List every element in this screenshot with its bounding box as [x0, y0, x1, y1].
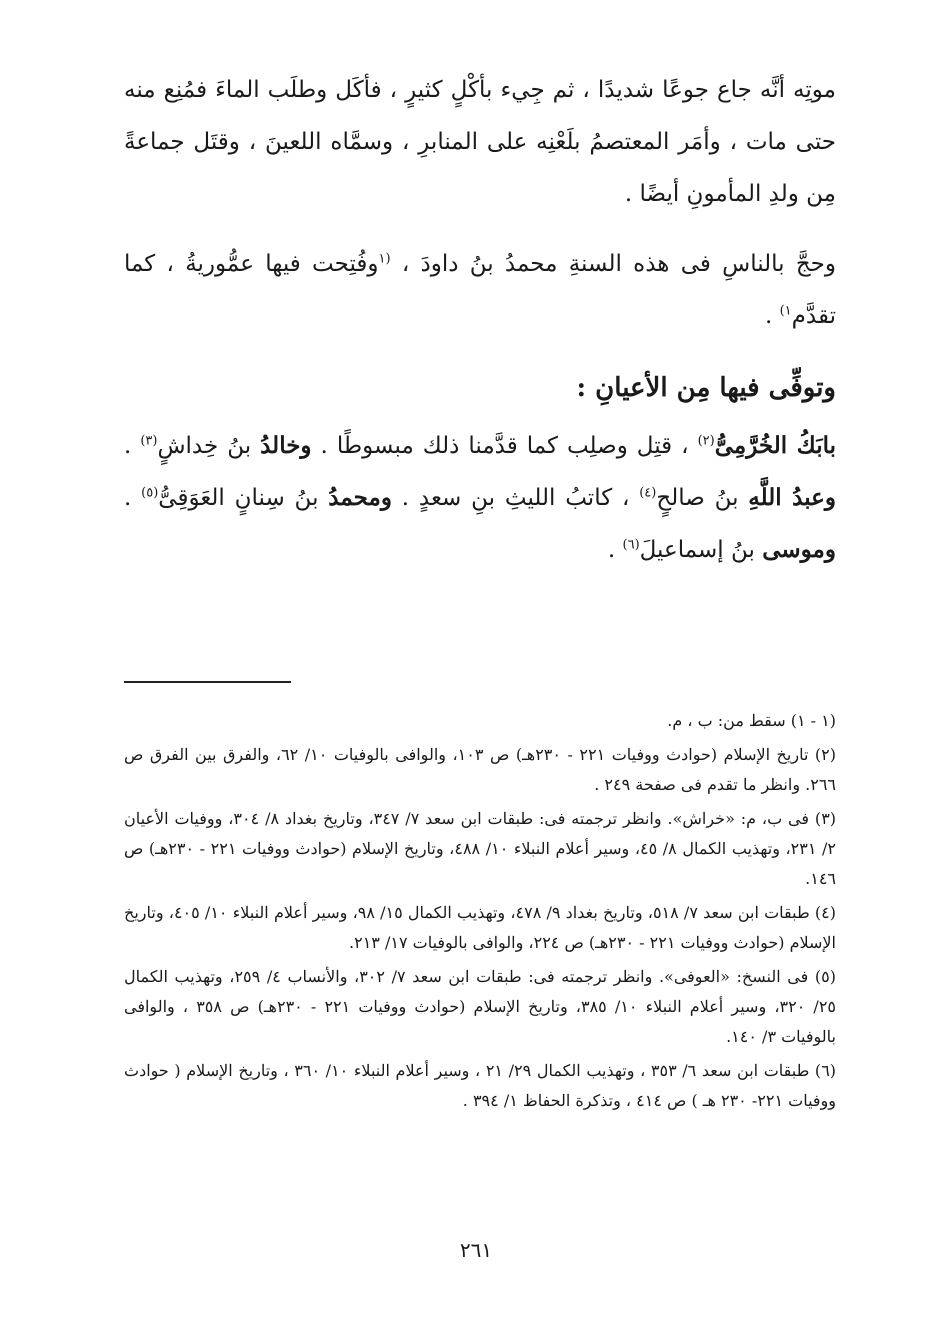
footnote-marker-1-start: (١ — [378, 251, 391, 267]
footnote-marker-6: (٦) — [622, 537, 640, 553]
footnote-marker-1-start-wrap — [379, 251, 391, 266]
section-heading: وتوفِّى فيها مِن الأعيانِ : — [576, 373, 836, 403]
text-muhammad: بنُ سِنانٍ العَوَقِىُّ — [158, 485, 329, 511]
paragraph-2 — [124, 238, 836, 342]
text-abdullah-end: ، كاتبُ الليثِ بنِ سعدٍ . — [391, 485, 640, 511]
footnote-marker-4: (٤) — [639, 485, 657, 501]
footnote-marker-2: (٢) — [697, 433, 715, 449]
text-musa: بنُ إسماعيلَ — [639, 537, 763, 563]
text-muhammad-end: . — [124, 485, 142, 511]
paragraph-1-text: موتِه أنَّه جاع جوعًا شديدًا ، ثم جِيء بأكْلٍ كثيرٍ ، فأكَل وطلَب الماءَ فمُنِع منه حتى مات ، وأمَر المعتصمُ بلَعْنِه على المنابرِ ، وسمَّاه اللعينَ ، وقتَل جماعةً مِن ولدِ المأمونِ أيضًا . — [124, 77, 836, 207]
footnotes — [124, 706, 836, 1120]
footnote-5: (٥) فى النسخ: «العوفى». وانظر ترجمته فى: طبقات ابن سعد ٧/ ٣٠٢، والأنساب ٤/ ٢٥٩، وتهذيب الكمال ٢٥/ ٣٢٠، وسير أعلام النبلاء ١٠/ ٣٨٥، وتاريخ الإسلام (حوادث ووفيات ٢٢١ - ٢٣٠هـ) ص ٣٥٨ ، والوافى بالوفيات ٣/ ١٤٠. — [124, 967, 836, 1046]
footnote-marker-5: (٥) — [141, 485, 159, 501]
paragraph-1 — [124, 64, 836, 220]
footnote-1: (١ - ١) سقط من: ب ، م. — [667, 711, 836, 730]
footnote-marker-1-end: ١) — [779, 303, 792, 319]
footnote-2: (٢) تاريخ الإسلام (حوادث ووفيات ٢٢١ - ٢٣٠هـ) ص ١٠٣، والوافى بالوفيات ١٠/ ٦٢، والفرق بين الفرق ص ٢٦٦. وانظر ما تقدم فى صفحة ٢٤٩ . — [124, 745, 836, 794]
text-khalid: بنُ خِداشٍ — [157, 433, 261, 459]
text-abdullah: بنُ صالحٍ — [656, 485, 749, 511]
name-abdullah: وعبدُ اللَّهِ — [748, 484, 836, 511]
text-musa-end: . — [607, 537, 623, 563]
footnote-3: (٣) فى ب، م: «خراش». وانظر ترجمته فى: طبقات ابن سعد ٧/ ٣٤٧، وتاريخ بغداد ٨/ ٣٠٤، ووفيات الأعيان ٢/ ٢٣١، وتهذيب الكمال ٨/ ٤٥، وسير أعلام النبلاء ١٠/ ٤٨٨، وتاريخ الإسلام (حوادث ووفيات ٢٢١ - ٢٣٠هـ) ص ١٤٦. — [124, 809, 837, 888]
name-musa: وموسى — [762, 536, 836, 563]
footnote-4: (٤) طبقات ابن سعد ٧/ ٥١٨، وتاريخ بغداد ٩/ ٤٧٨، وتهذيب الكمال ١٥/ ٩٨، وسير أعلام النبلاء ١٠/ ٤٠٥، وتاريخ الإسلام (حوادث ووفيات ٢٢١ - ٢٣٠هـ) ص ٢٢٤، والوافى بالوفيات ١٧/ ٢١٣. — [124, 903, 837, 952]
text-babak-end: . — [311, 433, 337, 459]
paragraph-3 — [124, 420, 836, 576]
footnote-marker-3: (٣) — [140, 433, 158, 449]
footnote-6: (٦) طبقات ابن سعد ٦/ ٣٥٣ ، وتهذيب الكمال ٢٩/ ٢١ ، وسير أعلام النبلاء ١٠/ ٣٦٠ ، وتاريخ الإسلام ( حوادث ووفيات ٢٢١- ٢٣٠ هـ ) ص ٤١٤ ، وتذكرة الحفاظ ١/ ٣٩٤ . — [124, 1061, 837, 1110]
page-number: ٢٦١ — [459, 1238, 493, 1262]
name-muhammad: ومحمدُ — [328, 484, 392, 511]
text-babak: ، قتِل وصلِب كما قدَّمنا ذلك مبسوطًا — [336, 433, 698, 459]
footnote-separator — [124, 681, 291, 683]
name-khalid: وخالدُ — [260, 432, 312, 459]
paragraph-2-end: . — [764, 303, 780, 329]
paragraph-2-text: وحجَّ بالناسِ فى هذه السنةِ محمدُ بنُ داودَ ، $^{(١}$وفُتِحت فيها عمُّوريةُ ، كما تقدَّم — [124, 251, 836, 329]
name-babak: بابَكُ الخُرَّمِىُّ — [714, 432, 837, 459]
text-khalid-end: . — [124, 433, 141, 459]
